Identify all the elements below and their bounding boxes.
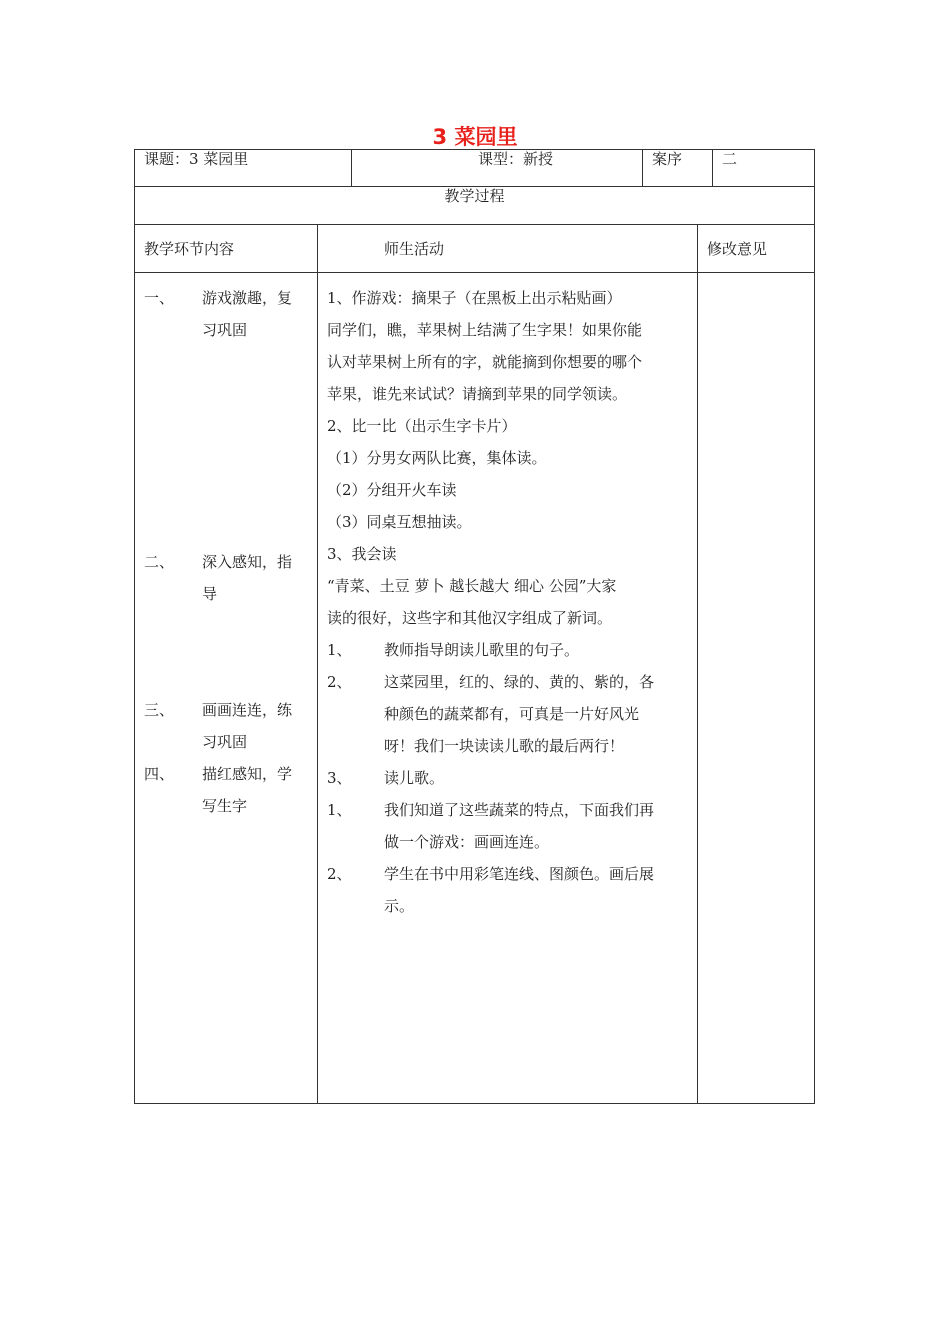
activity-line: 认对苹果树上所有的字，就能摘到你想要的哪个 (327, 353, 643, 371)
table-rule (134, 224, 815, 225)
column-header-stage: 教学环节内容 (144, 240, 235, 258)
activity-line: （2）分组开火车读 (327, 481, 457, 499)
activity-line: 学生在书中用彩笔连线、图颜色。画后展 (384, 865, 655, 883)
stage-number: 一、 (144, 289, 175, 307)
activity-line: 我们知道了这些蔬菜的特点，下面我们再 (384, 801, 655, 819)
activity-line: （1）分男女两队比赛，集体读。 (327, 449, 547, 467)
activity-number: 2、 (327, 865, 352, 883)
stage-text: 习巩固 (202, 733, 248, 751)
activity-line: （3）同桌互想抽读。 (327, 513, 472, 531)
activity-number: 3、 (327, 769, 352, 787)
stage-text: 画画连连，练 (202, 701, 293, 719)
case-value-cell: 二 (722, 150, 738, 168)
table-rule (351, 149, 352, 186)
activity-number: 2、 (327, 673, 352, 691)
activity-number: 1、 (327, 801, 352, 819)
column-header-activity: 师生活动 (384, 240, 445, 258)
stage-text: 深入感知，指 (202, 553, 293, 571)
stage-text: 描红感知，学 (202, 765, 293, 783)
stage-number: 二、 (144, 553, 175, 571)
activity-line: 教师指导朗读儿歌里的句子。 (384, 641, 580, 659)
stage-number: 四、 (144, 765, 175, 783)
activity-line: 做一个游戏：画画连连。 (384, 833, 550, 851)
case-label-cell: 案序 (652, 150, 683, 168)
activity-line: 示。 (384, 897, 415, 915)
stage-text: 写生字 (202, 797, 248, 815)
topic-cell: 课题：3 菜园里 (144, 150, 249, 168)
section-title: 教学过程 (444, 187, 505, 205)
activity-line: 呀！我们一块读读儿歌的最后两行！ (384, 737, 625, 755)
table-rule (712, 149, 713, 186)
column-header-notes: 修改意见 (707, 240, 768, 258)
stage-text: 游戏激趣，复 (202, 289, 293, 307)
activity-line: 2、比一比（出示生字卡片） (327, 417, 517, 435)
activity-line: 3、我会读 (327, 545, 397, 563)
stage-number: 三、 (144, 701, 175, 719)
activity-line: 同学们，瞧，苹果树上结满了生字果！如果你能 (327, 321, 643, 339)
activity-line: 这菜园里，红的、绿的、黄的、紫的，各 (384, 673, 655, 691)
table-rule (697, 224, 698, 1104)
table-rule (642, 149, 643, 186)
activity-line: “青菜、土豆 萝卜 越长越大 细心 公园”大家 (327, 577, 617, 595)
activity-line: 苹果，谁先来试试？请摘到苹果的同学领读。 (327, 385, 628, 403)
stage-text: 习巩固 (202, 321, 248, 339)
activity-line: 1、作游戏：摘果子（在黑板上出示粘贴画） (327, 289, 622, 307)
activity-line: 种颜色的蔬菜都有，可真是一片好风光 (384, 705, 640, 723)
page-title: 3 菜园里 (432, 125, 518, 149)
table-rule (317, 224, 318, 1104)
stage-text: 导 (202, 585, 218, 603)
activity-line: 读儿歌。 (384, 769, 445, 787)
lesson-type-cell: 课型：新授 (478, 150, 554, 168)
activity-line: 读的很好，这些字和其他汉字组成了新词。 (327, 609, 613, 627)
activity-number: 1、 (327, 641, 352, 659)
table-rule (134, 272, 815, 273)
